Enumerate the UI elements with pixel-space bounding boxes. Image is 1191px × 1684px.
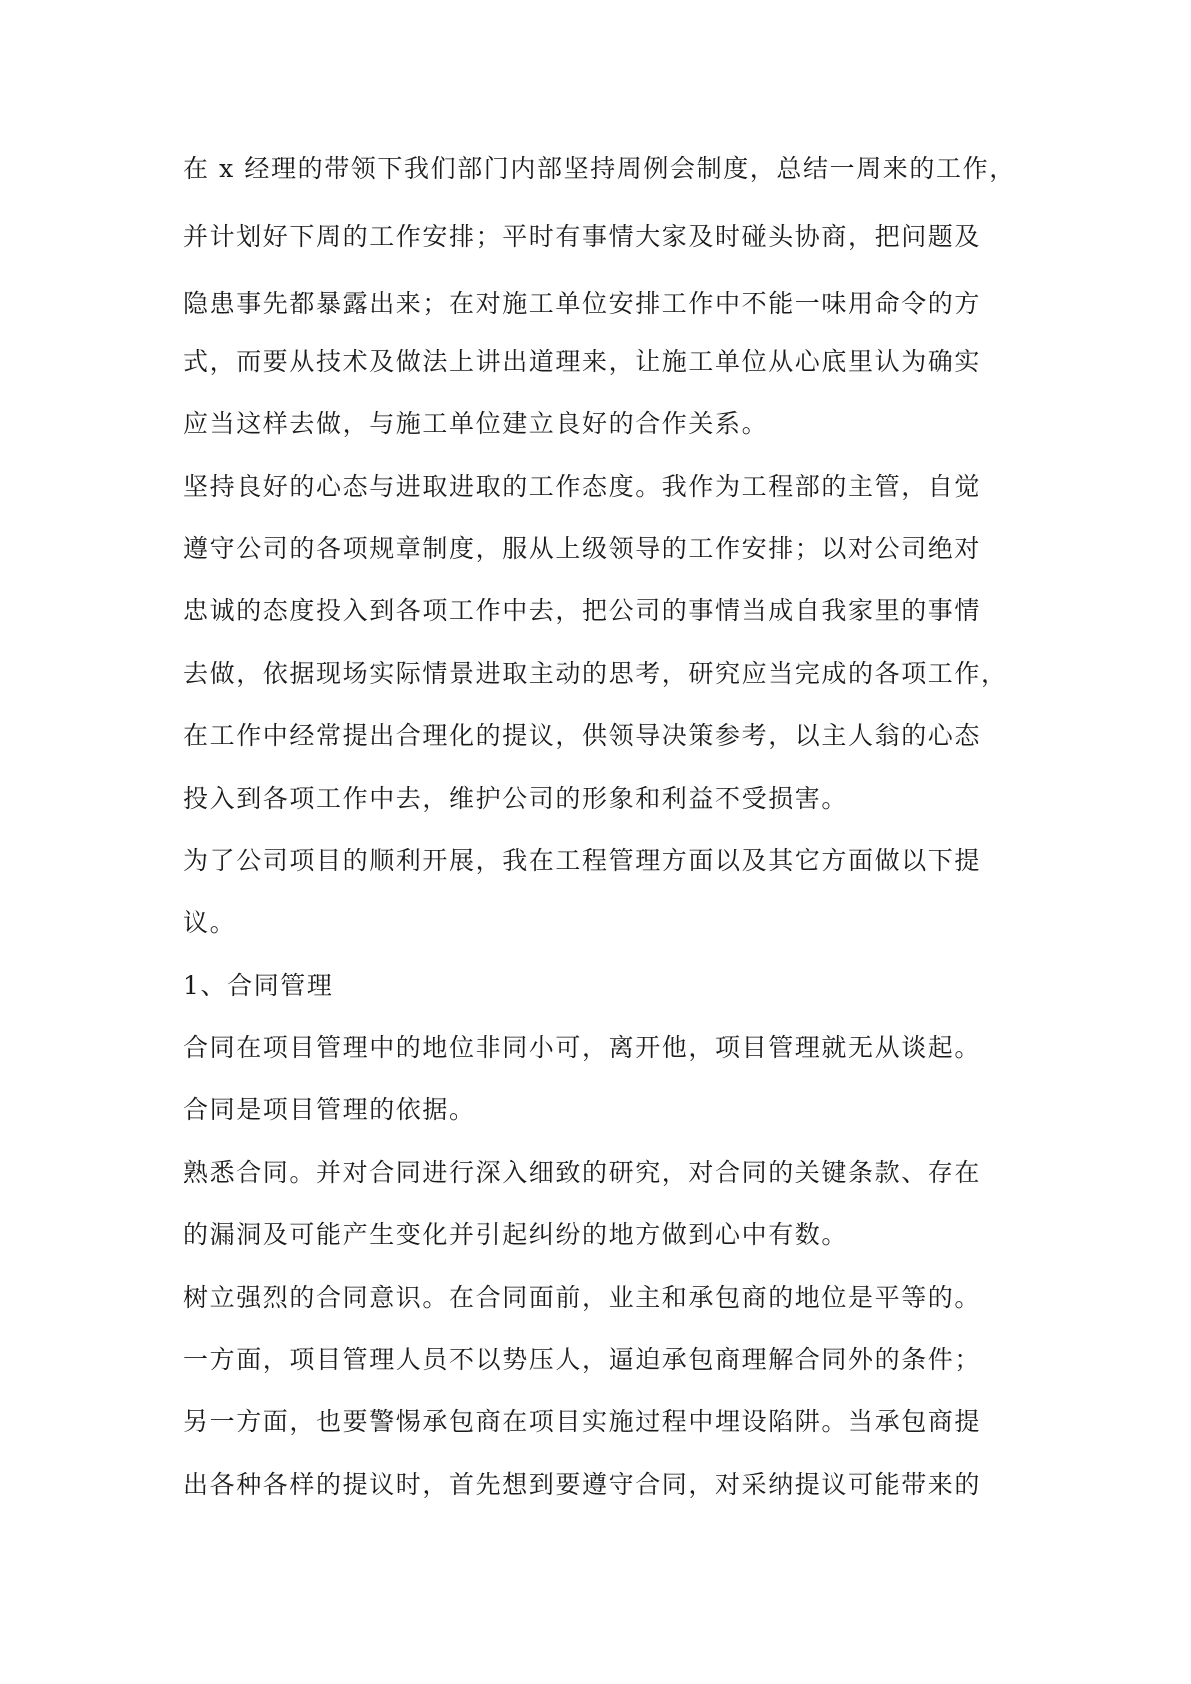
text-line-3: 隐患事先都暴露出来；在对施工单位安排工作中不能一味用命令的方 xyxy=(183,289,982,318)
text-line-16: 合同是项目管理的依据。 xyxy=(183,1095,476,1124)
text-line-6: 坚持良好的心态与进取进取的工作态度。我作为工程部的主管，自觉 xyxy=(183,472,982,501)
text-line-17: 熟悉合同。并对合同进行深入细致的研究，对合同的关键条款、存在 xyxy=(183,1158,982,1187)
text-line-13: 议。 xyxy=(183,908,237,937)
text-line-2: 并计划好下周的工作安排；平时有事情大家及时碰头协商，把问题及 xyxy=(183,222,982,251)
section-heading-contract-management: 1、合同管理 xyxy=(183,971,334,1000)
text-line-18: 的漏洞及可能产生变化并引起纠纷的地方做到心中有数。 xyxy=(183,1220,849,1249)
text-line-22: 出各种各样的提议时，首先想到要遵守合同，对采纳提议可能带来的 xyxy=(183,1470,982,1499)
text-line-12: 为了公司项目的顺利开展，我在工程管理方面以及其它方面做以下提 xyxy=(183,846,982,875)
text-line-21: 另一方面，也要警惕承包商在项目实施过程中埋设陷阱。当承包商提 xyxy=(183,1407,982,1436)
text-line-4: 式，而要从技术及做法上讲出道理来，让施工单位从心底里认为确实 xyxy=(183,347,982,376)
text-line-15: 合同在项目管理中的地位非同小可，离开他，项目管理就无从谈起。 xyxy=(183,1033,982,1062)
text-line-11: 投入到各项工作中去，维护公司的形象和利益不受损害。 xyxy=(183,784,849,813)
text-line-1: 在 x 经理的带领下我们部门内部坚持周例会制度，总结一周来的工作， xyxy=(183,154,1016,183)
text-line-8: 忠诚的态度投入到各项工作中去，把公司的事情当成自我家里的事情 xyxy=(183,596,982,625)
text-line-10: 在工作中经常提出合理化的提议，供领导决策参考，以主人翁的心态 xyxy=(183,721,982,750)
text-line-9: 去做，依据现场实际情景进取主动的思考，研究应当完成的各项工作， xyxy=(183,659,1008,688)
text-line-19: 树立强烈的合同意识。在合同面前，业主和承包商的地位是平等的。 xyxy=(183,1283,982,1312)
text-line-7: 遵守公司的各项规章制度，服从上级领导的工作安排；以对公司绝对 xyxy=(183,534,982,563)
text-line-5: 应当这样去做，与施工单位建立良好的合作关系。 xyxy=(183,409,769,438)
text-line-20: 一方面，项目管理人员不以势压人，逼迫承包商理解合同外的条件； xyxy=(183,1345,982,1374)
